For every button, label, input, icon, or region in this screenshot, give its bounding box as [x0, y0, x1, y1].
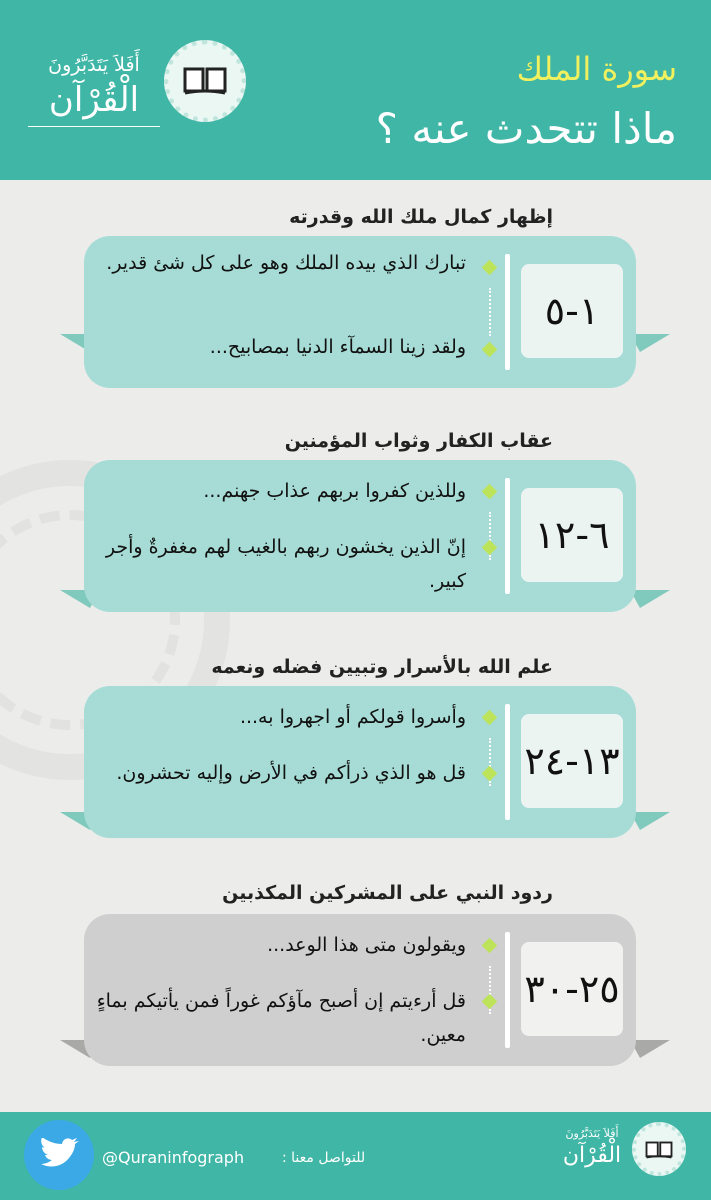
- contact-label: للتواصل معنا :: [282, 1150, 366, 1166]
- card-divider: [505, 254, 510, 370]
- verse-range: ١-٥: [544, 289, 600, 333]
- book-icon: [183, 65, 227, 97]
- verse-text-2: قل هو الذي ذرأكم في الأرض وإليه تحشرون.: [116, 762, 466, 784]
- verse-range: ١٣-٢٤: [524, 739, 620, 783]
- verse-text-2: قل أرءيتم إن أصبح مآؤكم غوراً فمن يأتيكم بماءٍ معين.: [96, 990, 466, 1046]
- brand-emblem: [164, 40, 246, 122]
- logo-top-line: أَفَلاَ يَتَدَبَّرُونَ: [48, 54, 140, 76]
- logo-main-word: الْقُرْآن: [48, 80, 140, 120]
- section-title-4: ردود النبي على المشركين المكذبين: [222, 882, 553, 904]
- verse-range: ٦-١٢: [534, 513, 610, 557]
- verse-range-box: [521, 942, 623, 1036]
- section-title-3: علم الله بالأسرار وتبيين فضله ونعمه: [211, 656, 553, 678]
- page-question: ماذا تتحدث عنه ؟: [375, 104, 677, 153]
- diamond-bullet-icon: [482, 766, 498, 782]
- logo-divider: [28, 126, 160, 127]
- card-divider: [505, 932, 510, 1048]
- diamond-bullet-icon: [482, 260, 498, 276]
- book-icon: [645, 1140, 673, 1160]
- diamond-bullet-icon: [482, 540, 498, 556]
- footer-logo-text: [552, 1126, 632, 1170]
- section-title-1: إظهار كمال ملك الله وقدرته: [289, 206, 553, 228]
- verse-range: ٢٥-٣٠: [524, 967, 620, 1011]
- footer-logo-main-word: الْقُرْآن: [562, 1143, 622, 1168]
- verse-text-2: ولقد زينا السمآء الدنيا بمصابيح...: [209, 336, 466, 358]
- card-dots: [489, 288, 491, 336]
- diamond-bullet-icon: [482, 342, 498, 358]
- verse-text-1: تبارك الذي بيده الملك وهو على كل شئ قدير.: [106, 252, 466, 274]
- section-card-1: [84, 236, 636, 388]
- diamond-bullet-icon: [482, 994, 498, 1010]
- twitter-handle-link[interactable]: @Quraninfograph: [102, 1148, 245, 1167]
- footer-logo-top-line: أَفَلاَ يَتَدَبَّرُونَ: [565, 1127, 619, 1140]
- card-divider: [505, 704, 510, 820]
- brand-logo-text: [28, 52, 160, 122]
- verse-range-box: [521, 264, 623, 358]
- section-card-4: [84, 914, 636, 1066]
- surah-title: سورة الملك: [516, 50, 677, 88]
- verse-text-2: إنّ الذين يخشون ربهم بالغيب لهم مغفرةٌ وأجر كبير.: [105, 536, 466, 592]
- twitter-bird-icon: [39, 1138, 79, 1172]
- verse-text-1: ويقولون متى هذا الوعد...: [267, 934, 466, 956]
- verse-range-box: [521, 714, 623, 808]
- diamond-bullet-icon: [482, 484, 498, 500]
- diamond-bullet-icon: [482, 938, 498, 954]
- footer-emblem: [632, 1122, 686, 1176]
- section-card-2: [84, 460, 636, 612]
- verse-range-box: [521, 488, 623, 582]
- section-card-3: [84, 686, 636, 838]
- verse-text-1: وأسروا قولكم أو اجهروا به...: [239, 706, 466, 728]
- diamond-bullet-icon: [482, 710, 498, 726]
- twitter-button[interactable]: [24, 1120, 94, 1190]
- card-divider: [505, 478, 510, 594]
- section-title-2: عقاب الكفار وثواب المؤمنين: [284, 430, 553, 452]
- verse-text-1: وللذين كفروا بربهم عذاب جهنم...: [203, 480, 466, 502]
